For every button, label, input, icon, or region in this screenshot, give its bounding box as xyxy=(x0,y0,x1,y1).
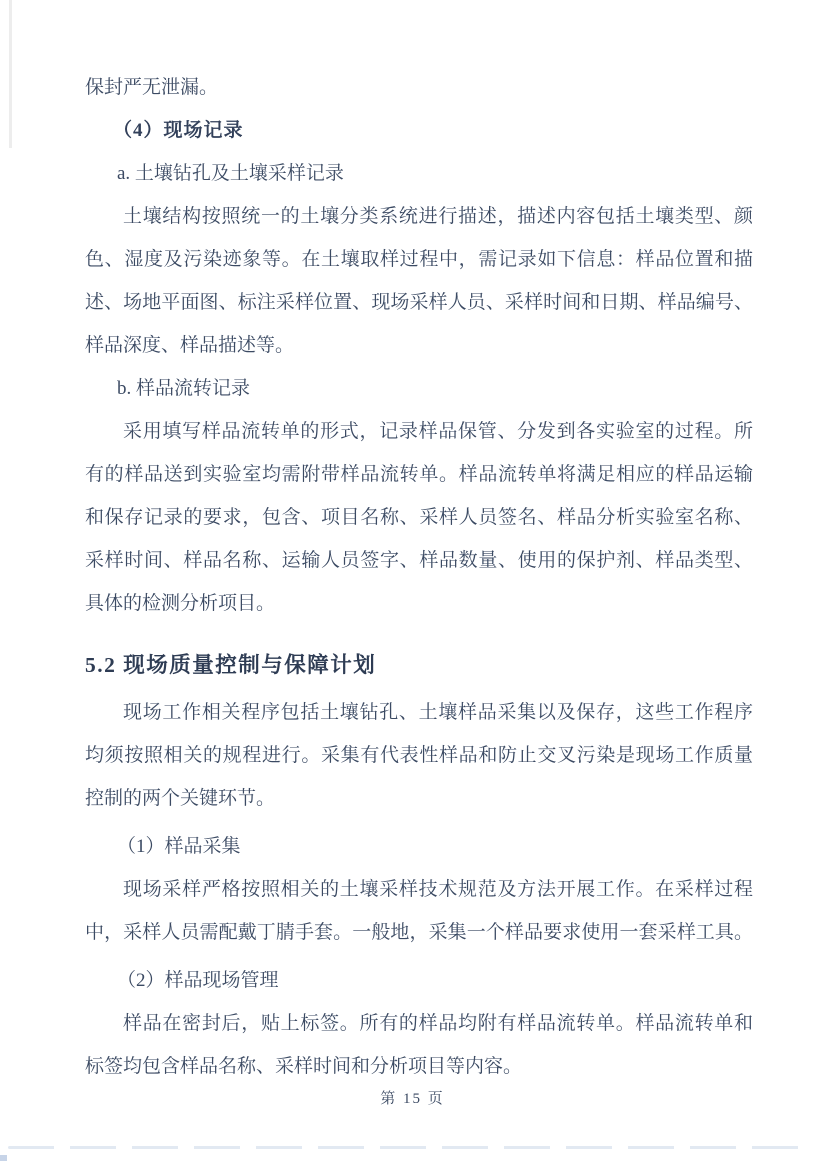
text-line: 保封严无泄漏。 xyxy=(85,77,219,98)
scan-artifact-left-streak xyxy=(9,0,12,148)
paragraph-line: 样品深度、样品描述等。 xyxy=(85,335,295,356)
paragraph-line: 标签均包含样品名称、采样时间和分析项目等内容。 xyxy=(85,1056,523,1077)
paragraph-line: 采用填写样品流转单的形式，记录样品保管、分发到各实验室的过程。所 xyxy=(123,421,753,442)
list-item-2: （2）样品现场管理 xyxy=(117,970,279,991)
list-item-a: a. 土壤钻孔及土壤采样记录 xyxy=(117,163,344,184)
paragraph-line: 和保存记录的要求，包含、项目名称、采样人员签名、样品分析实验室名称、 xyxy=(85,507,753,528)
paragraph-line: 现场采样严格按照相关的土壤采样技术规范及方法开展工作。在采样过程 xyxy=(123,879,753,900)
paragraph-line: 采样时间、样品名称、运输人员签字、样品数量、使用的保护剂、样品类型、 xyxy=(85,550,753,571)
list-item-b: b. 样品流转记录 xyxy=(117,378,251,399)
paragraph-line: 土壤结构按照统一的土壤分类系统进行描述，描述内容包括土壤类型、颜 xyxy=(123,206,753,227)
scan-artifact-corner-mark xyxy=(0,1155,7,1161)
paragraph-line: 有的样品送到实验室均需附带样品流转单。样品流转单将满足相应的样品运输 xyxy=(85,464,753,485)
page-number: 第 15 页 xyxy=(380,1091,445,1107)
scan-artifact-bottom-line xyxy=(8,1146,814,1149)
section-heading-5-2: 5.2 现场质量控制与保障计划 xyxy=(85,653,377,677)
paragraph-line: 控制的两个关键环节。 xyxy=(85,788,276,809)
paragraph-line: 均须按照相关的规程进行。采集有代表性样品和防止交叉污染是现场工作质量 xyxy=(85,745,753,766)
paragraph-line: 样品在密封后，贴上标签。所有的样品均附有样品流转单。样品流转单和 xyxy=(123,1013,753,1034)
paragraph-line: 色、湿度及污染迹象等。在土壤取样过程中，需记录如下信息：样品位置和描 xyxy=(85,249,753,270)
list-item-1: （1）样品采集 xyxy=(117,836,241,857)
paragraph-line: 述、场地平面图、标注采样位置、现场采样人员、采样时间和日期、样品编号、 xyxy=(85,292,753,313)
paragraph-line: 中，采样人员需配戴丁腈手套。一般地，采集一个样品要求使用一套采样工具。 xyxy=(85,922,753,943)
document-body xyxy=(85,66,753,1088)
subsection-heading-4: （4）现场记录 xyxy=(113,120,244,141)
paragraph-line: 现场工作相关程序包括土壤钻孔、土壤样品采集以及保存，这些工作程序 xyxy=(123,702,753,723)
paragraph-line: 具体的检测分析项目。 xyxy=(85,593,276,614)
